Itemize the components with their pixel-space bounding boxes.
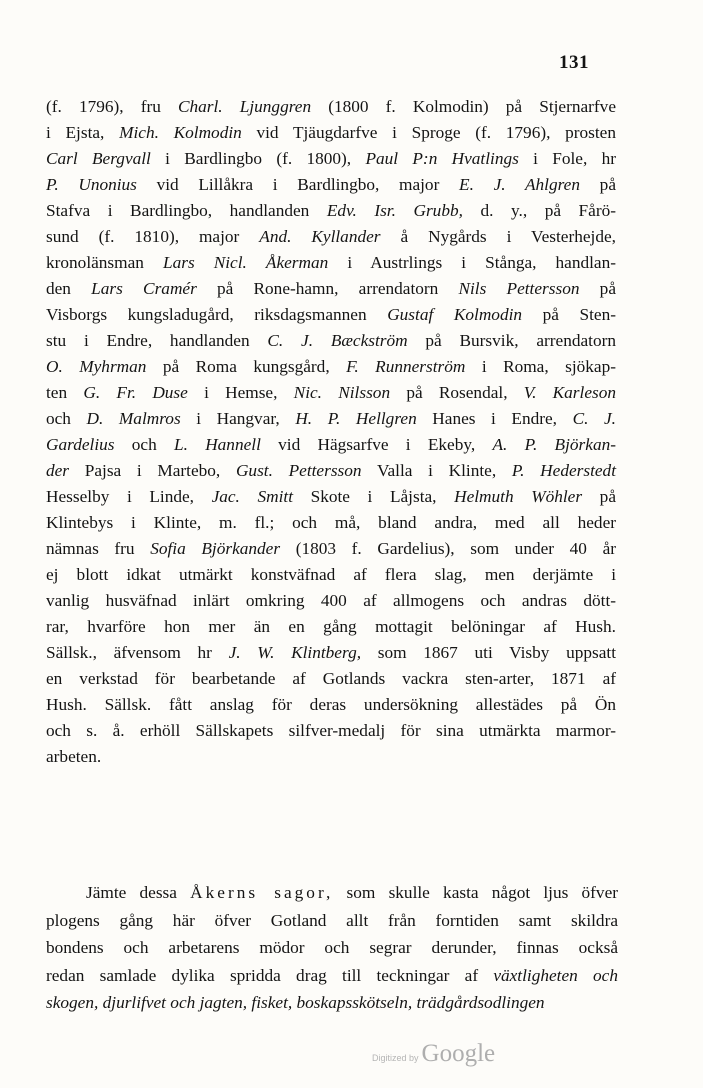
text-line [46, 458, 616, 484]
text-run: redan samlade dylika spridda drag till teckningar af [46, 965, 494, 985]
google-logo: Google [421, 1040, 496, 1067]
italic-name: Lars Cramér [91, 279, 197, 298]
text-run: i Bardlingbo (f. 1800), [150, 149, 366, 168]
italic-name: der [46, 461, 70, 480]
text-run: vid Lillåkra i Bardlingbo, major [136, 175, 460, 194]
italic-name: J. W. Klintberg, [228, 643, 362, 662]
text-run: Pajsa i Martebo, [69, 461, 236, 480]
text-run: å Nygårds i Vesterhejde, [380, 227, 616, 246]
text-run: Skote i Låjsta, [293, 487, 455, 506]
text-run: i Hemse, [187, 383, 294, 402]
text-line [46, 989, 618, 1017]
italic-name: Nic. Nilsson [293, 383, 391, 402]
spaced-title: Åkerns sagor, [190, 883, 334, 902]
text-run: kronolänsman [46, 253, 163, 272]
text-run: (f. 1796), fru [46, 97, 178, 116]
text-run: på [582, 487, 616, 506]
text-run: på Rone-hamn, arrendatorn [196, 279, 459, 298]
text-line [46, 744, 616, 770]
text-run: nämnas fru [46, 539, 151, 558]
italic-name: F. Runnerström [346, 357, 466, 376]
text-line [46, 962, 618, 990]
text-run: Stafva i Bardlingbo, handlanden [46, 201, 327, 220]
italic-name: Gust. Pettersson [235, 461, 362, 480]
text-line [46, 666, 616, 692]
digitized-by-label: Digitized by [372, 1053, 419, 1063]
text-run: Klintebys i Klinte, m. fl.; och må, bland andra, med all heder [46, 513, 616, 532]
paragraph-2 [46, 879, 618, 1017]
text-line [46, 198, 616, 224]
text-run: (1803 f. Gardelius), som under 40 år [280, 539, 616, 558]
text-run: rar, hvarföre hon mer än en gång mottagit belöningar af Hush. [46, 617, 616, 636]
text-line [46, 172, 616, 198]
italic-name: Carl Bergvall [46, 149, 151, 168]
text-line [46, 640, 616, 666]
italic-name: Gustaf Kolmodin [387, 305, 523, 324]
text-line [46, 302, 616, 328]
page-number: 131 [559, 52, 589, 73]
text-run: ten [46, 383, 84, 402]
text-line [46, 146, 616, 172]
italic-name: P. Unonius [46, 175, 137, 194]
text-run: i Roma, sjökap- [465, 357, 616, 376]
italic-name: G. Fr. Duse [83, 383, 188, 402]
text-line [46, 276, 616, 302]
text-line [46, 562, 616, 588]
text-run: i Hangvar, [180, 409, 296, 428]
text-run: Hush. Sällsk. fått anslag för deras undersökning allestädes på Ön [46, 695, 616, 714]
text-run: arbeten. [46, 747, 102, 766]
text-run: på Rosendal, [390, 383, 524, 402]
text-run: på [579, 175, 616, 194]
text-line [46, 380, 616, 406]
italic-name: skogen, djurlifvet och jagten, fisket, boskapsskötseln, trädgårdsodlingen [46, 993, 545, 1012]
text-line [46, 588, 616, 614]
text-run: och s. å. erhöll Sällskapets silfver-medalj för sina utmärkta marmor- [46, 721, 616, 740]
text-line [46, 907, 618, 935]
text-line [46, 718, 616, 744]
italic-name: Jac. Smitt [211, 487, 293, 506]
text-line [46, 120, 616, 146]
text-line [46, 94, 616, 120]
text-line [46, 879, 618, 907]
text-line [46, 510, 616, 536]
text-run: och [46, 409, 87, 428]
text-line [46, 250, 616, 276]
text-run: som skulle kasta något ljus öfver [333, 883, 618, 902]
italic-name: C. J. Bæckström [267, 331, 408, 350]
text-run: på [579, 279, 616, 298]
italic-name: L. Hannell [173, 435, 261, 454]
italic-name: D. Malmros [86, 409, 181, 428]
text-run: Hesselby i Linde, [46, 487, 212, 506]
italic-name: Nils Pettersson [458, 279, 580, 298]
italic-name: Paul P:n Hvatlings [365, 149, 519, 168]
text-line [46, 934, 618, 962]
italic-name: A. P. Björkan- [492, 435, 616, 454]
text-run: (1800 f. Kolmodin) på Stjernarfve [311, 97, 616, 116]
text-line [46, 354, 616, 380]
italic-name: O. Myhrman [46, 357, 147, 376]
text-line [46, 614, 616, 640]
italic-name: växtligheten och [493, 965, 618, 985]
text-line [46, 328, 616, 354]
italic-name: Edv. Isr. Grubb, [326, 201, 463, 220]
text-line [46, 484, 616, 510]
italic-name: Helmuth Wöhler [454, 487, 583, 506]
italic-name: Lars Nicl. Åkerman [162, 253, 329, 272]
text-run: bondens och arbetarens mödor och segrar derunder, finnas också [46, 938, 618, 957]
italic-name: H. P. Hellgren [295, 409, 417, 428]
text-run: ej blott idkat utmärkt konstväfnad af flera slag, men derjämte i [46, 565, 616, 584]
italic-name: And. Kyllander [259, 227, 381, 246]
text-run: på Sten- [522, 305, 617, 324]
italic-name: P. Hederstedt [511, 461, 617, 480]
text-run: som 1867 uti Visby uppsatt [361, 643, 617, 662]
italic-name: C. J. [572, 409, 616, 428]
text-line [46, 432, 616, 458]
text-run: den [46, 279, 92, 298]
text-run: i Austrlings i Stånga, handlan- [328, 253, 616, 272]
text-run: d. y., på Fårö- [462, 201, 616, 220]
italic-name: E. J. Ahlgren [459, 175, 580, 194]
text-run: och [114, 435, 174, 454]
text-run: i Fole, hr [518, 149, 616, 168]
italic-name: Sofia Björkander [150, 539, 281, 558]
digitized-by-google-watermark [372, 1040, 495, 1068]
text-run: Hanes i Endre, [416, 409, 573, 428]
text-run: på Roma kungsgård, [146, 357, 347, 376]
paragraph-1 [46, 94, 616, 770]
text-line [46, 536, 616, 562]
text-run: stu i Endre, handlanden [46, 331, 268, 350]
text-run: Visborgs kungsladugård, riksdagsmannen [46, 305, 388, 324]
italic-name: Gardelius [46, 435, 115, 454]
text-run: Sällsk., äfvensom hr [46, 643, 229, 662]
text-run: vid Hägsarfve i Ekeby, [260, 435, 493, 454]
text-line [46, 406, 616, 432]
text-run: sund (f. 1810), major [46, 227, 260, 246]
italic-name: Mich. Kolmodin [119, 123, 242, 142]
text-run: på Bursvik, arrendatorn [407, 331, 616, 350]
text-run: en verkstad för bearbetande af Gotlands vackra sten-arter, 1871 af [46, 669, 616, 688]
text-line [46, 224, 616, 250]
text-run: vid Tjäugdarfve i Sproge (f. 1796), prosten [241, 123, 616, 142]
italic-name: Charl. Ljunggren [177, 97, 312, 116]
text-run: Jämte dessa [86, 883, 191, 902]
text-line [46, 692, 616, 718]
text-run: vanlig husväfnad inlärt omkring 400 af allmogens och andras dött- [46, 591, 616, 610]
text-run: i Ejsta, [46, 123, 120, 142]
text-run: Valla i Klinte, [361, 461, 512, 480]
italic-name: V. Karleson [523, 383, 617, 402]
text-run: plogens gång här öfver Gotland allt från forntiden samt skildra [46, 910, 618, 930]
